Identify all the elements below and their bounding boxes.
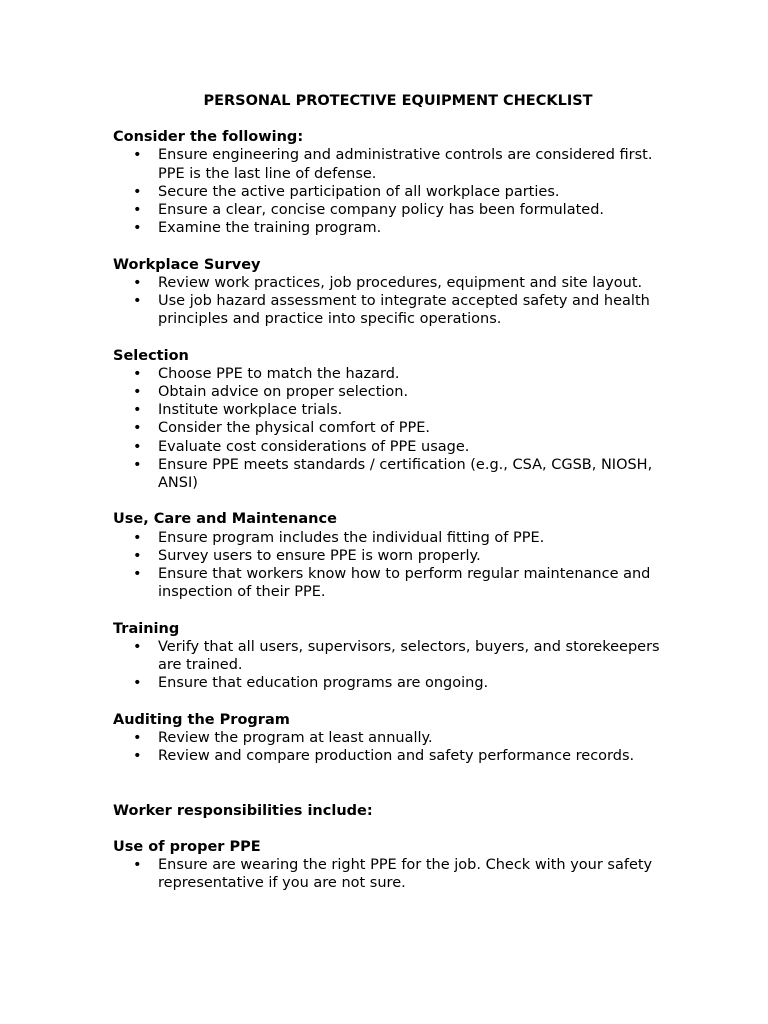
list-item bbox=[113, 547, 673, 565]
bullet-list bbox=[113, 729, 673, 765]
document-page bbox=[113, 92, 673, 911]
list-item-text: Consider the physical comfort of PPE. bbox=[158, 420, 430, 437]
section-selection bbox=[113, 347, 673, 493]
list-item-text: Examine the training program. bbox=[158, 220, 382, 237]
section-heading: Selection bbox=[113, 347, 189, 364]
list-item-text: Ensure a clear, concise company policy has been formulated. bbox=[158, 202, 605, 219]
list-item bbox=[113, 383, 673, 401]
list-item bbox=[113, 292, 673, 328]
section-heading: Training bbox=[113, 620, 180, 637]
section-heading: Workplace Survey bbox=[113, 256, 261, 273]
list-item bbox=[113, 365, 673, 383]
bullet-icon: • bbox=[133, 438, 142, 455]
section-heading: Consider the following: bbox=[113, 129, 304, 146]
bullet-icon: • bbox=[133, 857, 142, 874]
bullet-icon: • bbox=[133, 638, 142, 655]
document-title: PERSONAL PROTECTIVE EQUIPMENT CHECKLIST bbox=[203, 93, 593, 109]
list-item-text: Ensure are wearing the right PPE for the job. Check with your safety representative if you are not sure. bbox=[158, 857, 653, 892]
list-item-text: Ensure that workers know how to perform regular maintenance and inspection of their PPE. bbox=[158, 566, 651, 601]
section-heading: Auditing the Program bbox=[113, 711, 290, 728]
list-item bbox=[113, 183, 673, 201]
list-item-text: Use job hazard assessment to integrate accepted safety and health principles and practice into specific operations. bbox=[158, 293, 650, 328]
list-item bbox=[113, 565, 673, 601]
bullet-list bbox=[113, 365, 673, 492]
bullet-list bbox=[113, 856, 673, 892]
bullet-icon: • bbox=[133, 420, 142, 437]
bullet-icon: • bbox=[133, 729, 142, 746]
list-item bbox=[113, 401, 673, 419]
list-item bbox=[113, 274, 673, 292]
list-item-text: Choose PPE to match the hazard. bbox=[158, 365, 400, 382]
bullet-icon: • bbox=[133, 675, 142, 692]
list-item-text: Institute workplace trials. bbox=[158, 402, 343, 419]
list-item-text: Secure the active participation of all workplace parties. bbox=[158, 183, 560, 200]
worker-responsibilities-heading: Worker responsibilities include: bbox=[113, 802, 373, 819]
list-item bbox=[113, 856, 673, 892]
list-item bbox=[113, 419, 673, 437]
section-auditing bbox=[113, 711, 673, 766]
list-item bbox=[113, 729, 673, 747]
list-item-text: Ensure that education programs are ongoing. bbox=[158, 675, 489, 692]
list-item bbox=[113, 456, 673, 492]
bullet-icon: • bbox=[133, 183, 142, 200]
list-item-text: Evaluate cost considerations of PPE usage. bbox=[158, 438, 470, 455]
bullet-icon: • bbox=[133, 293, 142, 310]
list-item bbox=[113, 146, 673, 182]
list-item bbox=[113, 219, 673, 237]
list-item bbox=[113, 201, 673, 219]
section-consider bbox=[113, 128, 673, 237]
list-item bbox=[113, 529, 673, 547]
list-item-text: Review work practices, job procedures, equipment and site layout. bbox=[158, 274, 643, 291]
section-workplace-survey bbox=[113, 256, 673, 329]
list-item-text: Ensure PPE meets standards / certification (e.g., CSA, CGSB, NIOSH, ANSI) bbox=[158, 456, 653, 492]
bullet-list bbox=[113, 529, 673, 602]
list-item-text: Review and compare production and safety performance records. bbox=[158, 748, 635, 765]
bullet-icon: • bbox=[133, 748, 142, 765]
section-heading: Use, Care and Maintenance bbox=[113, 511, 337, 528]
section-use-of-proper-ppe bbox=[113, 838, 673, 893]
bullet-icon: • bbox=[133, 529, 142, 546]
bullet-list bbox=[113, 274, 673, 329]
bullet-icon: • bbox=[133, 384, 142, 401]
bullet-icon: • bbox=[133, 202, 142, 219]
bullet-icon: • bbox=[133, 365, 142, 382]
bullet-icon: • bbox=[133, 456, 142, 473]
list-item-text: Obtain advice on proper selection. bbox=[158, 384, 409, 401]
section-heading: Use of proper PPE bbox=[113, 839, 261, 856]
section-use-care-maintenance bbox=[113, 510, 673, 601]
bullet-icon: • bbox=[133, 566, 142, 583]
list-item bbox=[113, 438, 673, 456]
section-training bbox=[113, 620, 673, 693]
bullet-icon: • bbox=[133, 547, 142, 564]
list-item-text: Review the program at least annually. bbox=[158, 729, 433, 746]
list-item bbox=[113, 638, 673, 674]
bullet-icon: • bbox=[133, 274, 142, 291]
list-item-text: Survey users to ensure PPE is worn properly. bbox=[158, 547, 481, 564]
list-item-text: Verify that all users, supervisors, selectors, buyers, and storekeepers are trained. bbox=[158, 638, 660, 674]
bullet-icon: • bbox=[133, 147, 142, 164]
list-item bbox=[113, 674, 673, 692]
bullet-list bbox=[113, 146, 673, 237]
bullet-list bbox=[113, 638, 673, 693]
list-item-text: Ensure engineering and administrative controls are considered first. PPE is the last line of defense. bbox=[158, 147, 653, 182]
list-item-text: Ensure program includes the individual fitting of PPE. bbox=[158, 529, 545, 546]
bullet-icon: • bbox=[133, 402, 142, 419]
bullet-icon: • bbox=[133, 220, 142, 237]
list-item bbox=[113, 747, 673, 765]
